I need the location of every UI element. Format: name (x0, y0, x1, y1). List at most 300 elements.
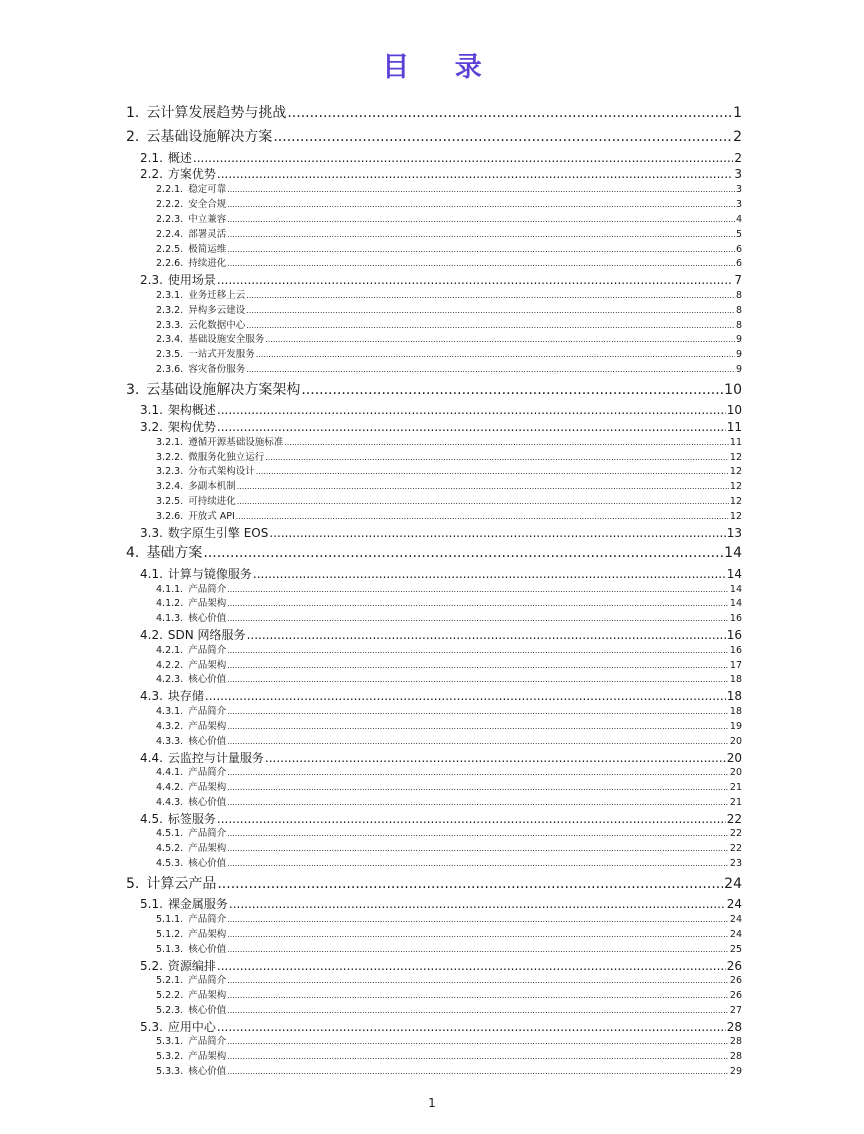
toc-dot-leader (217, 1019, 726, 1036)
toc-entry-page: 14 (729, 583, 742, 595)
toc-entry-page: 12 (729, 451, 742, 463)
toc-entry-title: 产品架构 (188, 843, 227, 855)
toc-entry-title: 核心价值 (188, 796, 227, 808)
toc-dot-leader (227, 913, 729, 928)
toc-entry-label (156, 720, 226, 735)
toc-entry-number: 4.3.3. (156, 735, 184, 747)
toc-dot-leader (227, 1065, 729, 1080)
toc-entry-level-3[interactable] (126, 720, 742, 735)
toc-entry-title: 基础方案 (146, 545, 203, 562)
toc-entry-title: 核心价值 (188, 613, 227, 625)
toc-entry-level-2[interactable] (126, 688, 742, 705)
toc-entry-number: 4.2. (140, 628, 163, 643)
toc-entry-number: 5.3. (140, 1019, 163, 1034)
toc-entry-level-3[interactable] (126, 913, 742, 928)
toc-entry-level-1[interactable] (126, 101, 742, 125)
toc-entry-title: 使用场景 (167, 273, 216, 288)
toc-dot-leader (246, 304, 735, 319)
toc-entry-page: 23 (729, 858, 742, 870)
toc-dot-leader (227, 243, 735, 258)
toc-dot-leader (246, 289, 735, 304)
toc-entry-title: 计算与镜像服务 (167, 566, 252, 581)
toc-entry-page: 29 (729, 1066, 742, 1078)
toc-dot-leader (265, 451, 729, 466)
toc-entry-level-2[interactable] (126, 750, 742, 767)
toc-entry-level-3[interactable] (126, 766, 742, 781)
toc-entry-level-3[interactable] (126, 597, 742, 612)
toc-entry-page: 24 (726, 897, 742, 912)
toc-entry-number: 5.1.3. (156, 943, 184, 955)
toc-entry-number: 5.3.3. (156, 1066, 184, 1078)
toc-entry-number: 2.3. (140, 273, 163, 288)
toc-dot-leader (265, 750, 726, 767)
toc-entry-level-3[interactable] (126, 1035, 742, 1050)
toc-entry-number: 4.2.1. (156, 644, 184, 656)
toc-entry-level-2[interactable] (126, 627, 742, 644)
toc-entry-level-3[interactable] (126, 289, 742, 304)
toc-entry-title: 极简运维 (188, 243, 227, 255)
toc-dot-leader (227, 796, 729, 811)
toc-entry-number: 3.3. (140, 525, 163, 540)
toc-entry-label (156, 510, 235, 525)
toc-entry-page: 3 (735, 199, 742, 210)
toc-entry-label (156, 319, 245, 334)
toc-entry-page: 11 (726, 420, 742, 435)
toc-dot-leader (217, 272, 733, 289)
toc-entry-title: 方案优势 (167, 167, 216, 182)
toc-entry-level-3[interactable] (126, 857, 742, 872)
toc-entry-number: 2. (126, 129, 140, 146)
toc-entry-level-3[interactable] (126, 827, 742, 842)
toc-dot-leader (227, 228, 735, 243)
toc-entry-page: 26 (729, 975, 742, 987)
toc-dot-leader (246, 319, 735, 334)
toc-entry-title: 标签服务 (167, 811, 216, 826)
toc-entry-label (156, 333, 264, 348)
toc-entry-level-1[interactable] (126, 872, 742, 896)
toc-entry-page: 8 (735, 304, 742, 316)
toc-entry-label (126, 541, 202, 565)
toc-entry-label (140, 402, 216, 419)
toc-entry-label (156, 913, 226, 928)
toc-entry-number: 3.2.1. (156, 436, 184, 448)
toc-entry-number: 4.3.2. (156, 720, 184, 732)
toc-entry-label (140, 1019, 216, 1036)
toc-entry-level-3[interactable] (126, 943, 742, 958)
toc-entry-number: 2.2.2. (156, 199, 184, 210)
toc-entry-label (156, 243, 226, 258)
toc-dot-leader (229, 896, 726, 913)
toc-entry-label (156, 827, 226, 842)
page-number: 1 (428, 1096, 436, 1110)
toc-entry-level-2[interactable] (126, 272, 742, 289)
toc-entry-level-3[interactable] (126, 363, 742, 378)
page-title: 目 录 (382, 52, 500, 83)
toc-dot-leader (227, 257, 735, 272)
toc-entry-level-3[interactable] (126, 495, 742, 510)
toc-entry-title: 稳定可靠 (188, 184, 227, 196)
toc-entry-title: 资源编排 (167, 958, 216, 973)
toc-dot-leader (227, 183, 735, 198)
toc-dot-leader (256, 465, 729, 480)
toc-entry-label (156, 1004, 226, 1019)
toc-entry-label (156, 257, 226, 272)
toc-entry-page: 12 (729, 510, 742, 522)
toc-entry-number: 2.2.3. (156, 213, 184, 225)
toc-dot-leader (227, 1035, 729, 1050)
toc-entry-label (156, 781, 226, 796)
toc-entry-level-3[interactable] (126, 735, 742, 750)
toc-entry-label (156, 659, 226, 674)
toc-entry-page: 16 (729, 613, 742, 625)
toc-dot-leader (227, 198, 735, 213)
toc-entry-number: 4.4.3. (156, 796, 184, 808)
toc-entry-number: 3.2.2. (156, 451, 184, 463)
toc-entry-title: 核心价值 (188, 1004, 227, 1016)
toc-entry-title: 基础设施安全服务 (188, 334, 265, 346)
toc-dot-leader (227, 673, 729, 688)
toc-dot-leader (301, 378, 723, 402)
toc-entry-page: 6 (735, 243, 742, 255)
toc-entry-title: 产品简介 (188, 975, 227, 987)
toc-entry-title: 产品架构 (188, 659, 227, 671)
toc-dot-leader (205, 688, 726, 705)
toc-entry-level-3[interactable] (126, 465, 742, 480)
toc-entry-level-2[interactable] (126, 419, 742, 436)
toc-entry-number: 3.2.4. (156, 481, 184, 493)
toc-entry-level-2[interactable] (126, 525, 742, 542)
toc-dot-leader (227, 720, 729, 735)
toc-entry-title: 多副本机制 (188, 481, 236, 493)
toc-entry-level-3[interactable] (126, 781, 742, 796)
toc-entry-page: 6 (735, 258, 742, 270)
toc-entry-number: 4.1.1. (156, 583, 184, 595)
toc-entry-number: 3.1. (140, 403, 163, 418)
toc-entry-label (156, 735, 226, 750)
toc-entry-label (156, 857, 226, 872)
toc-entry-level-3[interactable] (126, 257, 742, 272)
toc-entry-level-3[interactable] (126, 583, 742, 598)
toc-entry-label (156, 583, 226, 598)
toc-entry-label (156, 644, 226, 659)
toc-entry-page: 25 (729, 943, 742, 955)
toc-entry-title: 裸金属服务 (167, 897, 228, 912)
toc-entry-title: 产品简介 (188, 828, 227, 840)
toc-entry-number: 3. (126, 381, 140, 398)
toc-entry-label (156, 289, 245, 304)
toc-entry-page: 10 (726, 403, 742, 418)
toc-entry-level-3[interactable] (126, 673, 742, 688)
toc-entry-level-2[interactable] (126, 811, 742, 828)
toc-entry-number: 5.2. (140, 958, 163, 973)
toc-entry-level-3[interactable] (126, 644, 742, 659)
toc-dot-leader (236, 510, 729, 525)
toc-entry-page: 18 (726, 689, 742, 704)
toc-dot-leader (253, 566, 726, 583)
toc-entry-label (156, 842, 226, 857)
toc-entry-label (156, 480, 236, 495)
toc-entry-level-3[interactable] (126, 228, 742, 243)
toc-entry-level-3[interactable] (126, 989, 742, 1004)
toc-entry-number: 4.5. (140, 811, 163, 826)
toc-entry-label (140, 750, 264, 767)
toc-entry-title: 架构概述 (167, 403, 216, 418)
toc-entry-label (140, 811, 216, 828)
toc-entry-page: 9 (735, 349, 742, 361)
toc-entry-page: 10 (724, 381, 742, 398)
toc-dot-leader (287, 101, 732, 125)
toc-entry-title: 安全合规 (188, 199, 227, 210)
toc-dot-leader (227, 597, 729, 612)
toc-entry-level-1[interactable] (126, 125, 742, 149)
toc-entry-number: 3.2.3. (156, 466, 184, 478)
toc-entry-number: 5. (126, 875, 140, 892)
toc-entry-number: 4.5.1. (156, 828, 184, 840)
toc-entry-title: 部署灵活 (188, 228, 227, 240)
toc-entry-page: 21 (729, 782, 742, 794)
toc-entry-level-2[interactable] (126, 150, 742, 167)
toc-entry-level-3[interactable] (126, 436, 742, 451)
toc-entry-label (156, 974, 226, 989)
toc-entry-page: 18 (729, 706, 742, 717)
toc-entry-page: 20 (729, 735, 742, 747)
toc-entry-page: 18 (729, 674, 742, 686)
toc-entry-title: 中立兼容 (188, 213, 227, 225)
toc-entry-number: 5.3.1. (156, 1036, 184, 1048)
toc-entry-label (156, 436, 283, 451)
toc-entry-number: 2.3.6. (156, 364, 184, 376)
toc-entry-label (140, 419, 216, 436)
toc-entry-level-3[interactable] (126, 480, 742, 495)
toc-entry-title: SDN 网络服务 (167, 628, 246, 643)
toc-entry-title: 可持续进化 (188, 496, 236, 508)
toc-entry-number: 2.2. (140, 167, 163, 182)
toc-dot-leader (227, 659, 729, 674)
toc-entry-page: 5 (735, 228, 742, 240)
toc-entry-label (156, 1050, 226, 1065)
toc-entry-title: 产品简介 (188, 644, 227, 656)
toc-entry-level-3[interactable] (126, 333, 742, 348)
toc-entry-label (156, 495, 236, 510)
toc-entry-page: 22 (726, 811, 742, 826)
toc-entry-label (156, 989, 226, 1004)
toc-entry-label (126, 101, 286, 125)
toc-entry-page: 19 (729, 720, 742, 732)
toc-entry-level-2[interactable] (126, 896, 742, 913)
toc-entry-title: 异构多云建设 (188, 304, 246, 316)
toc-entry-level-3[interactable] (126, 705, 742, 720)
toc-entry-title: 应用中心 (167, 1019, 216, 1034)
toc-entry-label (156, 928, 226, 943)
toc-entry-title: 产品架构 (188, 782, 227, 794)
toc-dot-leader (227, 1004, 729, 1019)
toc-entry-label (156, 213, 226, 228)
toc-entry-title: 产品简介 (188, 706, 227, 717)
toc-dot-leader (217, 872, 723, 896)
toc-entry-page: 20 (729, 767, 742, 779)
toc-entry-title: 遵循开源基础设施标准 (188, 436, 284, 448)
toc-entry-label (126, 378, 300, 402)
toc-entry-label (156, 766, 226, 781)
toc-entry-number: 4.1. (140, 566, 163, 581)
toc-entry-title: 数字原生引擎 EOS (167, 525, 269, 540)
toc-entry-page: 11 (729, 436, 742, 448)
toc-entry-title: 核心价值 (188, 1066, 227, 1078)
toc-dot-leader (284, 436, 729, 451)
toc-dot-leader (227, 857, 729, 872)
toc-entry-number: 5.1.2. (156, 928, 184, 940)
toc-entry-level-3[interactable] (126, 348, 742, 363)
toc-entry-label (156, 597, 226, 612)
toc-dot-leader (227, 781, 729, 796)
toc-entry-title: 持续进化 (188, 258, 227, 270)
toc-entry-title: 云计算发展趋势与挑战 (146, 105, 287, 121)
toc-dot-leader (227, 943, 729, 958)
toc-entry-title: 产品简介 (188, 1036, 227, 1048)
toc-dot-leader (227, 1050, 729, 1065)
toc-entry-number: 4.2.3. (156, 674, 184, 686)
toc-entry-page: 16 (726, 628, 742, 643)
toc-dot-leader (227, 583, 729, 598)
toc-entry-level-3[interactable] (126, 974, 742, 989)
toc-entry-label (126, 872, 216, 896)
toc-entry-page: 12 (729, 481, 742, 493)
toc-dot-leader (265, 333, 735, 348)
toc-dot-leader (256, 348, 735, 363)
toc-entry-level-3[interactable] (126, 796, 742, 811)
toc-entry-title: 开放式 API (188, 510, 235, 522)
toc-entry-number: 5.3.2. (156, 1051, 184, 1063)
toc-entry-title: 计算云产品 (146, 875, 217, 892)
toc-dot-leader (217, 811, 726, 828)
toc-entry-page: 21 (729, 796, 742, 808)
toc-entry-label (156, 1065, 226, 1080)
toc-entry-page: 9 (735, 334, 742, 346)
toc-entry-page: 1 (733, 105, 742, 121)
toc-entry-page: 26 (726, 958, 742, 973)
toc-entry-page: 24 (729, 928, 742, 940)
toc-entry-level-3[interactable] (126, 319, 742, 334)
toc-entry-label (140, 958, 216, 975)
toc-entry-page: 24 (729, 914, 742, 926)
toc-entry-label (140, 272, 216, 289)
toc-entry-level-1[interactable] (126, 378, 742, 402)
toc-dot-leader (237, 495, 729, 510)
toc-dot-leader (237, 480, 729, 495)
toc-entry-number: 2.2.5. (156, 243, 184, 255)
toc-entry-page: 2 (733, 129, 742, 146)
toc-entry-title: 块存储 (167, 689, 204, 704)
toc-entry-level-3[interactable] (126, 1004, 742, 1019)
toc-entry-page: 22 (729, 828, 742, 840)
toc-entry-title: 核心价值 (188, 674, 227, 686)
toc-entry-level-1[interactable] (126, 541, 742, 565)
toc-entry-level-3[interactable] (126, 842, 742, 857)
toc-entry-title: 核心价值 (188, 735, 227, 747)
toc-entry-page: 14 (724, 545, 742, 562)
toc-entry-title: 产品架构 (188, 598, 227, 610)
toc-entry-page: 27 (729, 1004, 742, 1016)
toc-entry-number: 4. (126, 545, 140, 562)
toc-entry-number: 4.5.2. (156, 843, 184, 855)
toc-entry-level-3[interactable] (126, 1065, 742, 1080)
toc-entry-level-3[interactable] (126, 198, 742, 213)
toc-entry-label (156, 304, 245, 319)
toc-entry-level-3[interactable] (126, 213, 742, 228)
toc-entry-level-3[interactable] (126, 451, 742, 466)
toc-entry-number: 3.2. (140, 420, 163, 435)
toc-dot-leader (227, 735, 729, 750)
toc-entry-level-3[interactable] (126, 1050, 742, 1065)
toc-entry-level-2[interactable] (126, 958, 742, 975)
toc-entry-number: 5.2.3. (156, 1004, 184, 1016)
toc-entry-level-3[interactable] (126, 612, 742, 627)
toc-entry-level-2[interactable] (126, 1019, 742, 1036)
toc-dot-leader (227, 974, 729, 989)
toc-entry-title: 产品架构 (188, 990, 227, 1002)
toc-entry-level-3[interactable] (126, 183, 742, 198)
toc-dot-leader (246, 363, 735, 378)
toc-entry-number: 3.2.5. (156, 496, 184, 508)
toc-entry-level-3[interactable] (126, 659, 742, 674)
toc-entry-level-3[interactable] (126, 510, 742, 525)
toc-entry-level-2[interactable] (126, 402, 742, 419)
toc-entry-level-3[interactable] (126, 304, 742, 319)
toc-dot-leader (227, 842, 729, 857)
toc-entry-page: 8 (735, 289, 742, 301)
toc-entry-number: 5.1. (140, 897, 163, 912)
toc-entry-label (156, 673, 226, 688)
toc-entry-title: 产品架构 (188, 928, 227, 940)
toc-entry-label (140, 627, 246, 644)
toc-entry-title: 产品简介 (188, 583, 227, 595)
toc-dot-leader (217, 166, 733, 183)
toc-entry-title: 核心价值 (188, 858, 227, 870)
toc-entry-title: 产品架构 (188, 1051, 227, 1063)
toc-dot-leader (193, 150, 733, 167)
toc-entry-page: 20 (726, 750, 742, 765)
toc-entry-page: 8 (735, 319, 742, 331)
toc-entry-number: 2.2.6. (156, 258, 184, 270)
toc-entry-number: 2.3.2. (156, 304, 184, 316)
toc-dot-leader (203, 541, 723, 565)
toc-entry-number: 3.2.6. (156, 510, 184, 522)
toc-entry-number: 4.5.3. (156, 858, 184, 870)
toc-entry-number: 2.3.4. (156, 334, 184, 346)
toc-dot-leader (273, 125, 732, 149)
toc-entry-page: 3 (734, 167, 742, 182)
toc-dot-leader (227, 213, 735, 228)
toc-entry-label (156, 705, 226, 720)
toc-entry-level-3[interactable] (126, 928, 742, 943)
toc-entry-label (156, 796, 226, 811)
toc-entry-number: 4.2.2. (156, 659, 184, 671)
toc-entry-page: 14 (729, 598, 742, 610)
toc-entry-title: 云基础设施解决方案 (146, 129, 273, 146)
toc-entry-title: 产品架构 (188, 720, 227, 732)
toc-entry-number: 2.1. (140, 150, 163, 165)
toc-entry-label (156, 1035, 226, 1050)
toc-entry-label (156, 228, 226, 243)
toc-entry-label (156, 612, 226, 627)
toc-entry-page: 22 (729, 843, 742, 855)
toc-entry-title: 概述 (167, 150, 192, 165)
toc-entry-level-2[interactable] (126, 166, 742, 183)
toc-entry-title: 业务迁移上云 (188, 289, 246, 301)
toc-entry-level-2[interactable] (126, 566, 742, 583)
toc-entry-title: 分布式架构设计 (188, 466, 255, 478)
toc-entry-level-3[interactable] (126, 243, 742, 258)
